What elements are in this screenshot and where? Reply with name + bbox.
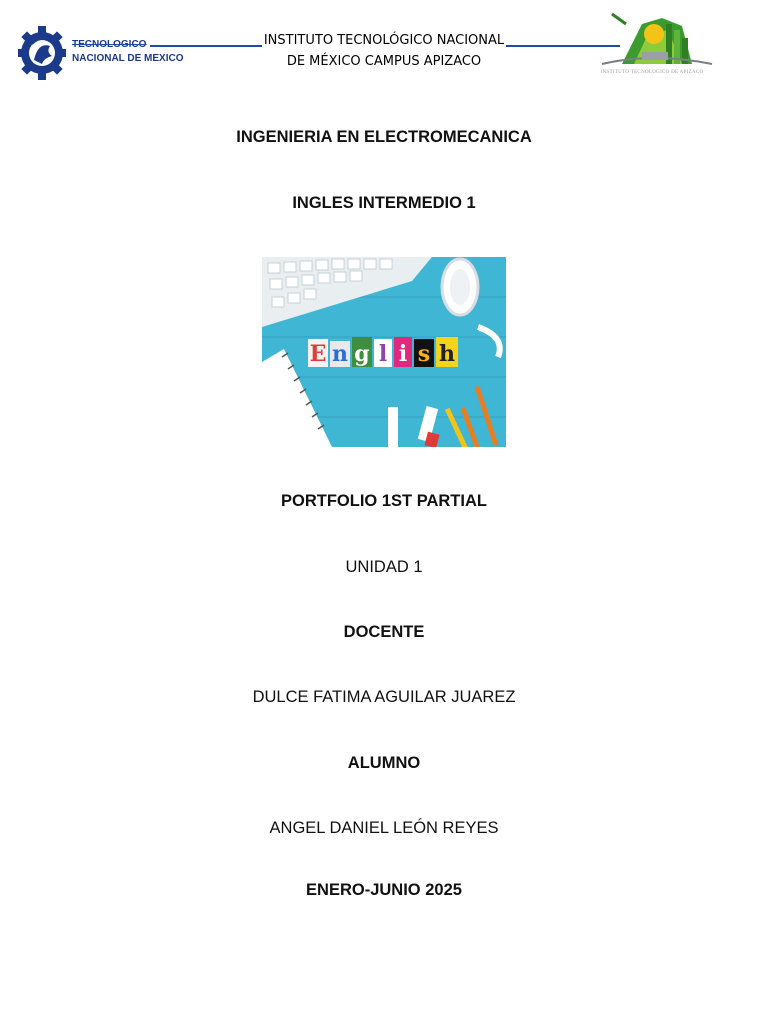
letter-n: n (332, 341, 348, 367)
letter-g: g (354, 341, 370, 367)
document-title: PORTFOLIO 1ST PARTIAL (281, 492, 487, 510)
student-label: ALUMNO (347, 754, 421, 772)
letter-h: h (439, 341, 455, 367)
tecnm-gear-icon (18, 16, 70, 90)
ita-caption: INSTITUTO TECNOLOGICO DE APIZACO (600, 70, 704, 75)
document-header (0, 0, 768, 100)
tecnm-line-2: NACIONAL DE MEXICO (72, 53, 184, 64)
letter-s: s (417, 341, 431, 367)
teacher-label: DOCENTE (343, 623, 425, 641)
institute-title (200, 30, 568, 72)
subject-heading: INGLES INTERMEDIO 1 (292, 194, 476, 212)
tecnm-line-1: TECNOLOGICO (72, 39, 147, 50)
letter-i: i (398, 341, 408, 367)
career-heading: INGENIERIA EN ELECTROMECANICA (236, 128, 532, 146)
student-name: ANGEL DANIEL LEÓN REYES (269, 819, 499, 837)
tecnm-wordmark (72, 38, 184, 66)
english-cover-image (262, 257, 506, 447)
period-label: ENERO-JUNIO 2025 (306, 881, 462, 899)
letter-l: l (378, 341, 388, 367)
tecnm-logo (18, 16, 184, 90)
letter-e: E (309, 341, 327, 367)
teacher-name: DULCE FATIMA AGUILAR JUAREZ (252, 688, 516, 706)
institute-title-line-1: INSTITUTO TECNOLÓGICO NACIONAL (262, 30, 506, 51)
unit-label: UNIDAD 1 (345, 558, 423, 576)
institute-title-line-2: DE MÉXICO CAMPUS APIZACO (285, 51, 483, 72)
ita-emblem-icon (582, 4, 722, 70)
ita-logo (582, 4, 722, 80)
